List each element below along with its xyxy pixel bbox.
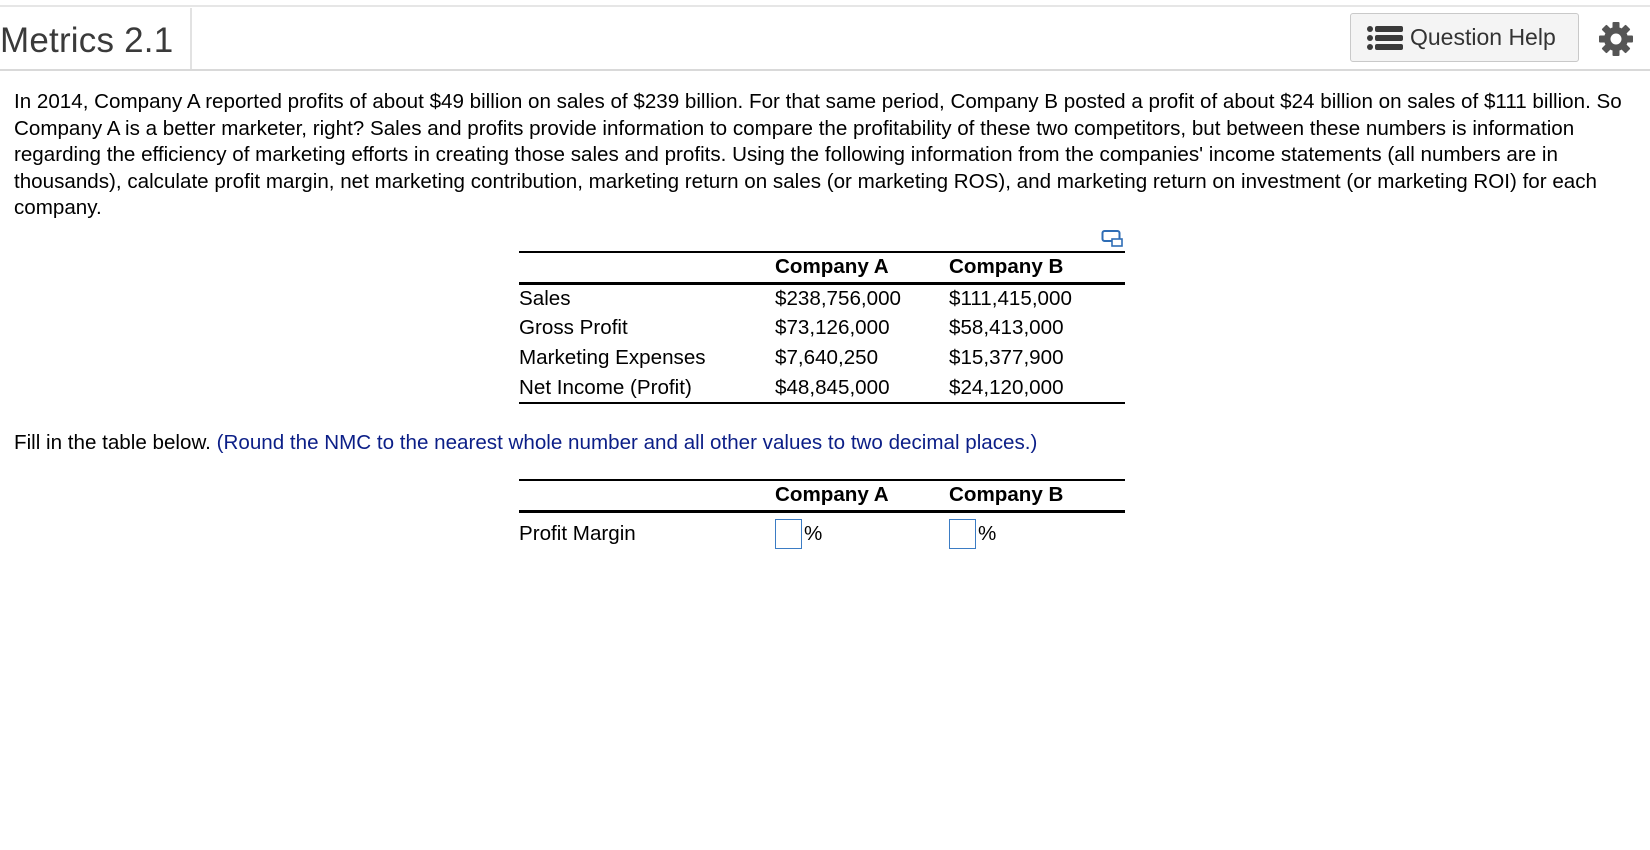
profit-margin-company-b-input[interactable] (949, 519, 976, 549)
row-label: Gross Profit (519, 316, 628, 339)
header-company-a: Company A (775, 255, 889, 279)
percent-sign: % (804, 521, 823, 545)
percent-sign: % (978, 521, 997, 545)
company-a-value: $7,640,250 (775, 346, 879, 369)
company-b-value: $15,377,900 (949, 346, 1064, 369)
row-label: Marketing Expenses (519, 346, 706, 369)
fill-instruction (14, 431, 1037, 455)
resize-icon[interactable] (1101, 229, 1125, 249)
company-a-value: $48,845,000 (775, 375, 890, 399)
row-label: Profit Margin (519, 521, 636, 545)
table-header-row (519, 480, 1125, 511)
rounding-hint: (Round the NMC to the nearest whole number and all other values to two decimal places.) (216, 431, 1038, 454)
profit-margin-company-a-input[interactable] (775, 519, 802, 549)
table-row (519, 373, 1125, 403)
company-a-value: $238,756,000 (775, 286, 901, 310)
header-blank (519, 480, 775, 511)
question-help-button[interactable] (1350, 13, 1579, 62)
answer-table (519, 479, 1125, 555)
page-title: Metrics 2.1 (0, 21, 174, 60)
question-text: In 2014, Company A reported profits of about $49 billion on sales of $239 billion. For that same period, Company B posted a profit of about $24 billion on sales of $111 billion. So Company A is a better marketer, right? Sales and profits provide information to compare the profitability of these two competitors, but between these numbers is information regarding the efficiency of marketing efforts in creating those sales and profits. Using the following information from the companies' income statements (all numbers are in thousands), calculate profit margin, net marketing contribution, marketing return on sales (or marketing ROS), and marketing return on investment (or marketing ROI) for each company. (14, 90, 1622, 220)
table-row (519, 283, 1125, 313)
list-icon (1366, 23, 1404, 53)
row-label: Net Income (Profit) (519, 375, 692, 399)
table-row (519, 511, 1125, 555)
company-b-value: $58,413,000 (949, 316, 1064, 339)
header-company-b: Company B (949, 483, 1064, 507)
table-header-row (519, 252, 1125, 283)
company-a-value: $73,126,000 (775, 316, 890, 339)
header-company-a: Company A (775, 483, 889, 507)
instruction-lead: Fill in the table below. (14, 431, 211, 454)
table-row (519, 313, 1125, 343)
header-blank (519, 252, 775, 283)
company-b-answer-cell (949, 511, 1125, 555)
income-statement-table (519, 251, 1125, 404)
title-bar (0, 7, 1650, 71)
row-label: Sales (519, 286, 571, 310)
table-row (519, 343, 1125, 373)
company-b-value: $24,120,000 (949, 375, 1064, 399)
gear-icon[interactable] (1598, 21, 1634, 57)
question-help-label: Question Help (1410, 24, 1556, 50)
company-b-value: $111,415,000 (949, 286, 1072, 310)
header-company-b: Company B (949, 255, 1064, 279)
company-a-answer-cell (775, 511, 949, 555)
title-divider (190, 8, 192, 69)
